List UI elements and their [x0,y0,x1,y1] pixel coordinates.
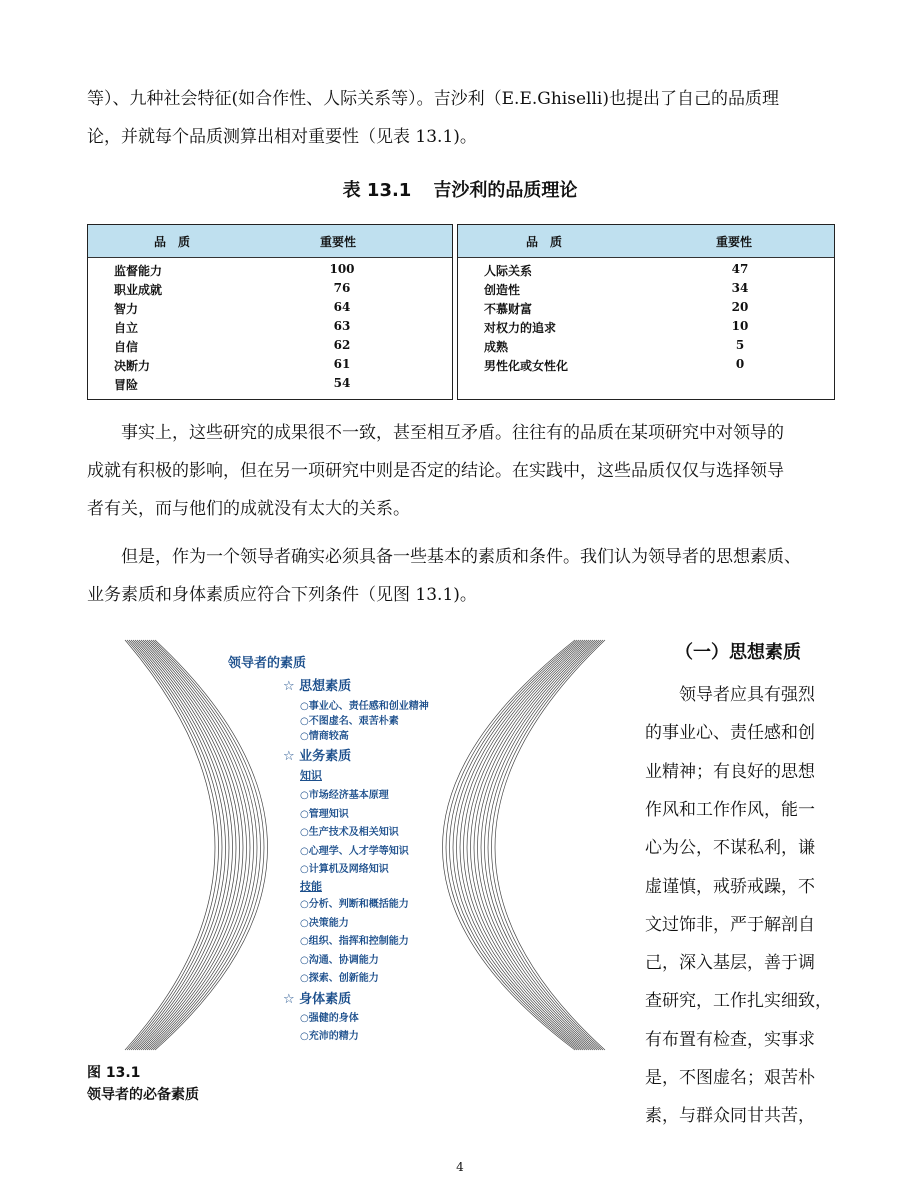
table-title [0,176,920,202]
table-row [458,281,834,300]
row-quality: 职业成就 [114,283,163,297]
arc-line [143,640,247,1050]
row-importance: 100 [329,262,355,276]
table-row [458,319,834,338]
fig-sec1: ☆ 思想素质 [283,679,352,694]
row-importance: 63 [333,319,351,333]
table-row [88,338,452,357]
fig-list-item: ○事业心、责任感和创业精神 [300,701,429,712]
fig-list-item: ○组织、指挥和控制能力 [300,936,409,947]
row-quality: 自立 [114,321,139,335]
table-row [88,357,452,376]
row-importance: 10 [731,319,749,333]
side-text-line: 文过饰非，严于解剖自 [645,914,815,935]
row-importance: 20 [731,300,749,314]
row-importance: 62 [333,338,351,352]
row-importance: 76 [333,281,351,295]
fig-list-item: ○决策能力 [300,917,349,929]
row-quality: 自信 [114,340,139,354]
side-text-line: 虚谨慎，戒骄戒躁，不 [645,876,815,897]
row-importance: 0 [735,357,745,371]
table-row [88,281,452,300]
arc-line [137,640,236,1050]
row-quality: 智力 [114,302,139,316]
arc-line [135,640,233,1050]
arc-line [467,640,589,1050]
table-row [88,319,452,338]
side-text-line: 心为公，不谋私利，谦 [645,838,815,859]
row-importance: 64 [333,300,351,314]
side-text-line: 是，不图虚名；艰苦朴 [645,1068,815,1088]
header-quality: 品 质 [526,235,563,249]
arc-line [485,640,600,1050]
row-quality: 成熟 [484,340,509,354]
quality-table [87,224,835,400]
arc-line [147,640,254,1050]
fig-list-item: ○沟通、协调能力 [300,954,379,966]
arc-line [153,640,264,1050]
arc-line [481,640,597,1050]
side-text-line: 有布置有检查，实事求 [645,1029,815,1050]
row-importance: 5 [735,338,745,352]
side-text-line: 领导者应具有强烈 [679,685,815,705]
hourglass-arcs [85,620,645,1060]
section-heading: （一）思想素质 [675,642,801,663]
table-row [458,300,834,319]
arc-line [141,640,243,1050]
side-text-line: 素，与群众同甘共苦， [645,1106,815,1127]
para2-line-2: 业务素质和身体素质应符合下列条件（见图 13.1)。 [87,585,477,605]
row-quality: 冒险 [114,378,139,392]
arc-line [151,640,261,1050]
para1-line-1: 事实上，这些研究的成果很不一致，甚至相互矛盾。往往有的品质在某项研究中对领导的 [121,423,784,443]
header-importance: 重要性 [716,235,753,249]
page-number: 4 [456,1160,464,1174]
table-left-half [87,224,453,400]
side-text-line: 作风和工作作风，能一 [645,799,815,820]
arc-line [139,640,240,1050]
side-text-line: 查研究，工作扎实细致， [645,991,832,1012]
figure-13-1 [85,620,645,1060]
fig-list-item: ○生产技术及相关知识 [300,827,399,838]
intro-line-2: 论，并就每个品质测算出相对重要性（见表 13.1)。 [87,127,477,147]
fig-skills: 技能 [300,880,322,893]
row-importance: 61 [333,357,351,371]
para1-line-3: 者有关，而与他们的成就没有太大的关系。 [87,499,410,519]
fig-list-item: ○强健的身体 [300,1013,359,1024]
fig-list-item: ○情商较高 [300,731,349,742]
table-row [88,300,452,319]
row-importance: 54 [333,376,351,390]
side-text-line: 的事业心、责任感和创 [645,723,815,744]
row-quality: 人际关系 [484,264,533,278]
fig-root: 领导者的素质 [228,656,307,671]
arc-line [125,640,215,1050]
table-row [88,262,452,281]
table-row [458,338,834,357]
arc-line [488,640,601,1050]
row-quality: 不慕财富 [484,302,533,316]
table-row [458,262,834,281]
row-quality: 创造性 [484,283,521,297]
figure-caption-number: 图 13.1 [87,1065,141,1081]
row-importance: 34 [731,281,749,295]
side-text-line: 己，深入基层，善于调 [645,953,815,974]
row-quality: 对权力的追求 [484,321,557,335]
arc-line [133,640,229,1050]
fig-list-item: ○探索、创新能力 [300,973,379,984]
arc-line [145,640,250,1050]
fig-list-item: ○不图虚名、艰苦朴素 [300,716,399,727]
row-importance: 47 [731,262,749,276]
para1-line-2: 成就有积极的影响，但在另一项研究中则是否定的结论。在实践中，这些品质仅仅与选择领导 [87,461,784,481]
row-quality: 决断力 [114,359,151,373]
header-importance: 重要性 [320,235,357,249]
table-right-half [457,224,835,400]
table-title-text: 吉沙利的品质理论 [433,180,578,201]
row-quality: 监督能力 [114,264,163,278]
fig-list-item: ○管理知识 [300,808,349,820]
side-text-line: 业精神；有良好的思想 [645,761,815,782]
fig-list-item: ○心理学、人才学等知识 [300,845,409,857]
table-header [458,225,834,258]
para2-line-1: 但是，作为一个领导者确实必须具备一些基本的素质和条件。我们认为领导者的思想素质、 [121,547,801,567]
table-number: 表 13.1 [342,180,412,201]
table-header [88,225,452,258]
table-row [458,357,834,376]
header-quality: 品 质 [154,235,191,249]
intro-line-1: 等）、九种社会特征(如合作性、人际关系等）。吉沙利（E.E.Ghiselli)也提出了自己的品质理 [87,89,779,109]
figure-caption-text: 领导者的必备素质 [87,1087,199,1103]
arc-line [149,640,257,1050]
table-row [88,376,452,395]
fig-list-item: ○计算机及网络知识 [300,864,389,875]
fig-list-item: ○市场经济基本原理 [300,790,389,801]
row-quality: 男性化或女性化 [484,359,569,373]
fig-sec3: ☆ 身体素质 [283,992,352,1007]
fig-list-item: ○充沛的精力 [300,1031,359,1042]
arc-line [471,640,592,1050]
fig-knowledge: 知识 [300,769,322,782]
fig-list-item: ○分析、判断和概括能力 [300,899,409,910]
fig-sec2: ☆ 业务素质 [283,749,352,764]
